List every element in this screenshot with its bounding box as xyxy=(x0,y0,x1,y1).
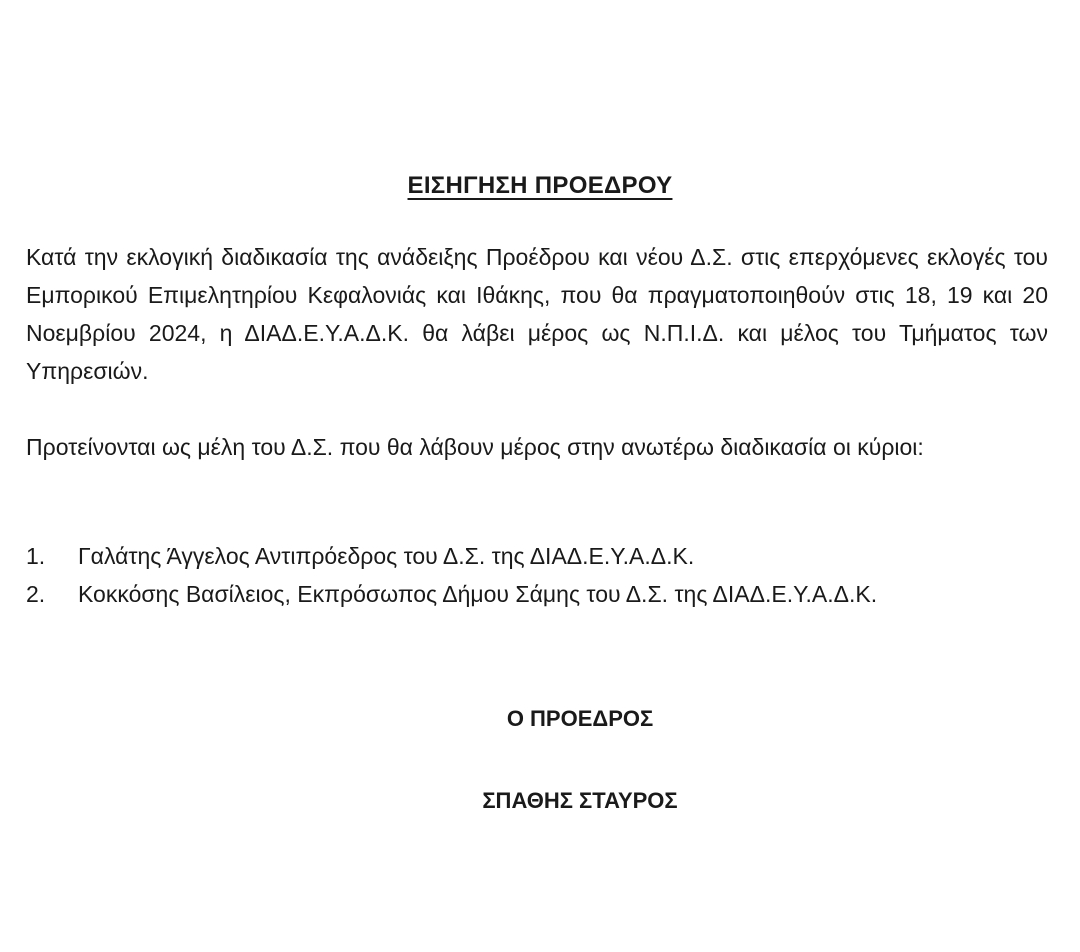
signature-role: Ο ΠΡΟΕΔΡΟΣ xyxy=(506,706,654,731)
list-item-text: Κοκκόσης Βασίλειος, Εκπρόσωπος Δήμου Σάμης του Δ.Σ. της ΔΙΑΔ.Ε.Υ.Α.Δ.Κ. xyxy=(78,581,878,607)
members-list xyxy=(26,537,1048,613)
paragraph-proposed-members: Προτείνονται ως μέλη του Δ.Σ. που θα λάβουν μέρος στην ανωτέρω διαδικασία οι κύριοι: xyxy=(26,434,924,460)
list-item-text: Γαλάτης Άγγελος Αντιπρόεδρος του Δ.Σ. της ΔΙΑΔ.Ε.Υ.Α.Δ.Κ. xyxy=(78,543,695,569)
paragraph-election-process: Κατά την εκλογική διαδικασία της ανάδειξης Προέδρου και νέου Δ.Σ. στις επερχόμενες εκλογές του Εμπορικού Επιμελητηρίου Κεφαλονιάς και Ιθάκης, που θα πραγματοποιηθούν στις 18, 19 και 20 Νοεμβρίου 2024, η ΔΙΑΔ.Ε.Υ.Α.Δ.Κ. θα λάβει μέρος ως Ν.Π.Ι.Δ. και μέλος του Τμήματος των Υπηρεσιών. xyxy=(26,244,1048,384)
document-title xyxy=(0,172,1080,200)
list-item xyxy=(26,537,1048,575)
list-item-number: 1. xyxy=(26,543,46,569)
document-title-text: ΕΙΣΗΓΗΣΗ ΠΡΟΕΔΡΟΥ xyxy=(407,172,673,199)
list-item xyxy=(26,575,1048,613)
list-item-number: 2. xyxy=(26,581,46,607)
signature-name: ΣΠΑΘΗΣ ΣΤΑΥΡΟΣ xyxy=(482,788,678,813)
